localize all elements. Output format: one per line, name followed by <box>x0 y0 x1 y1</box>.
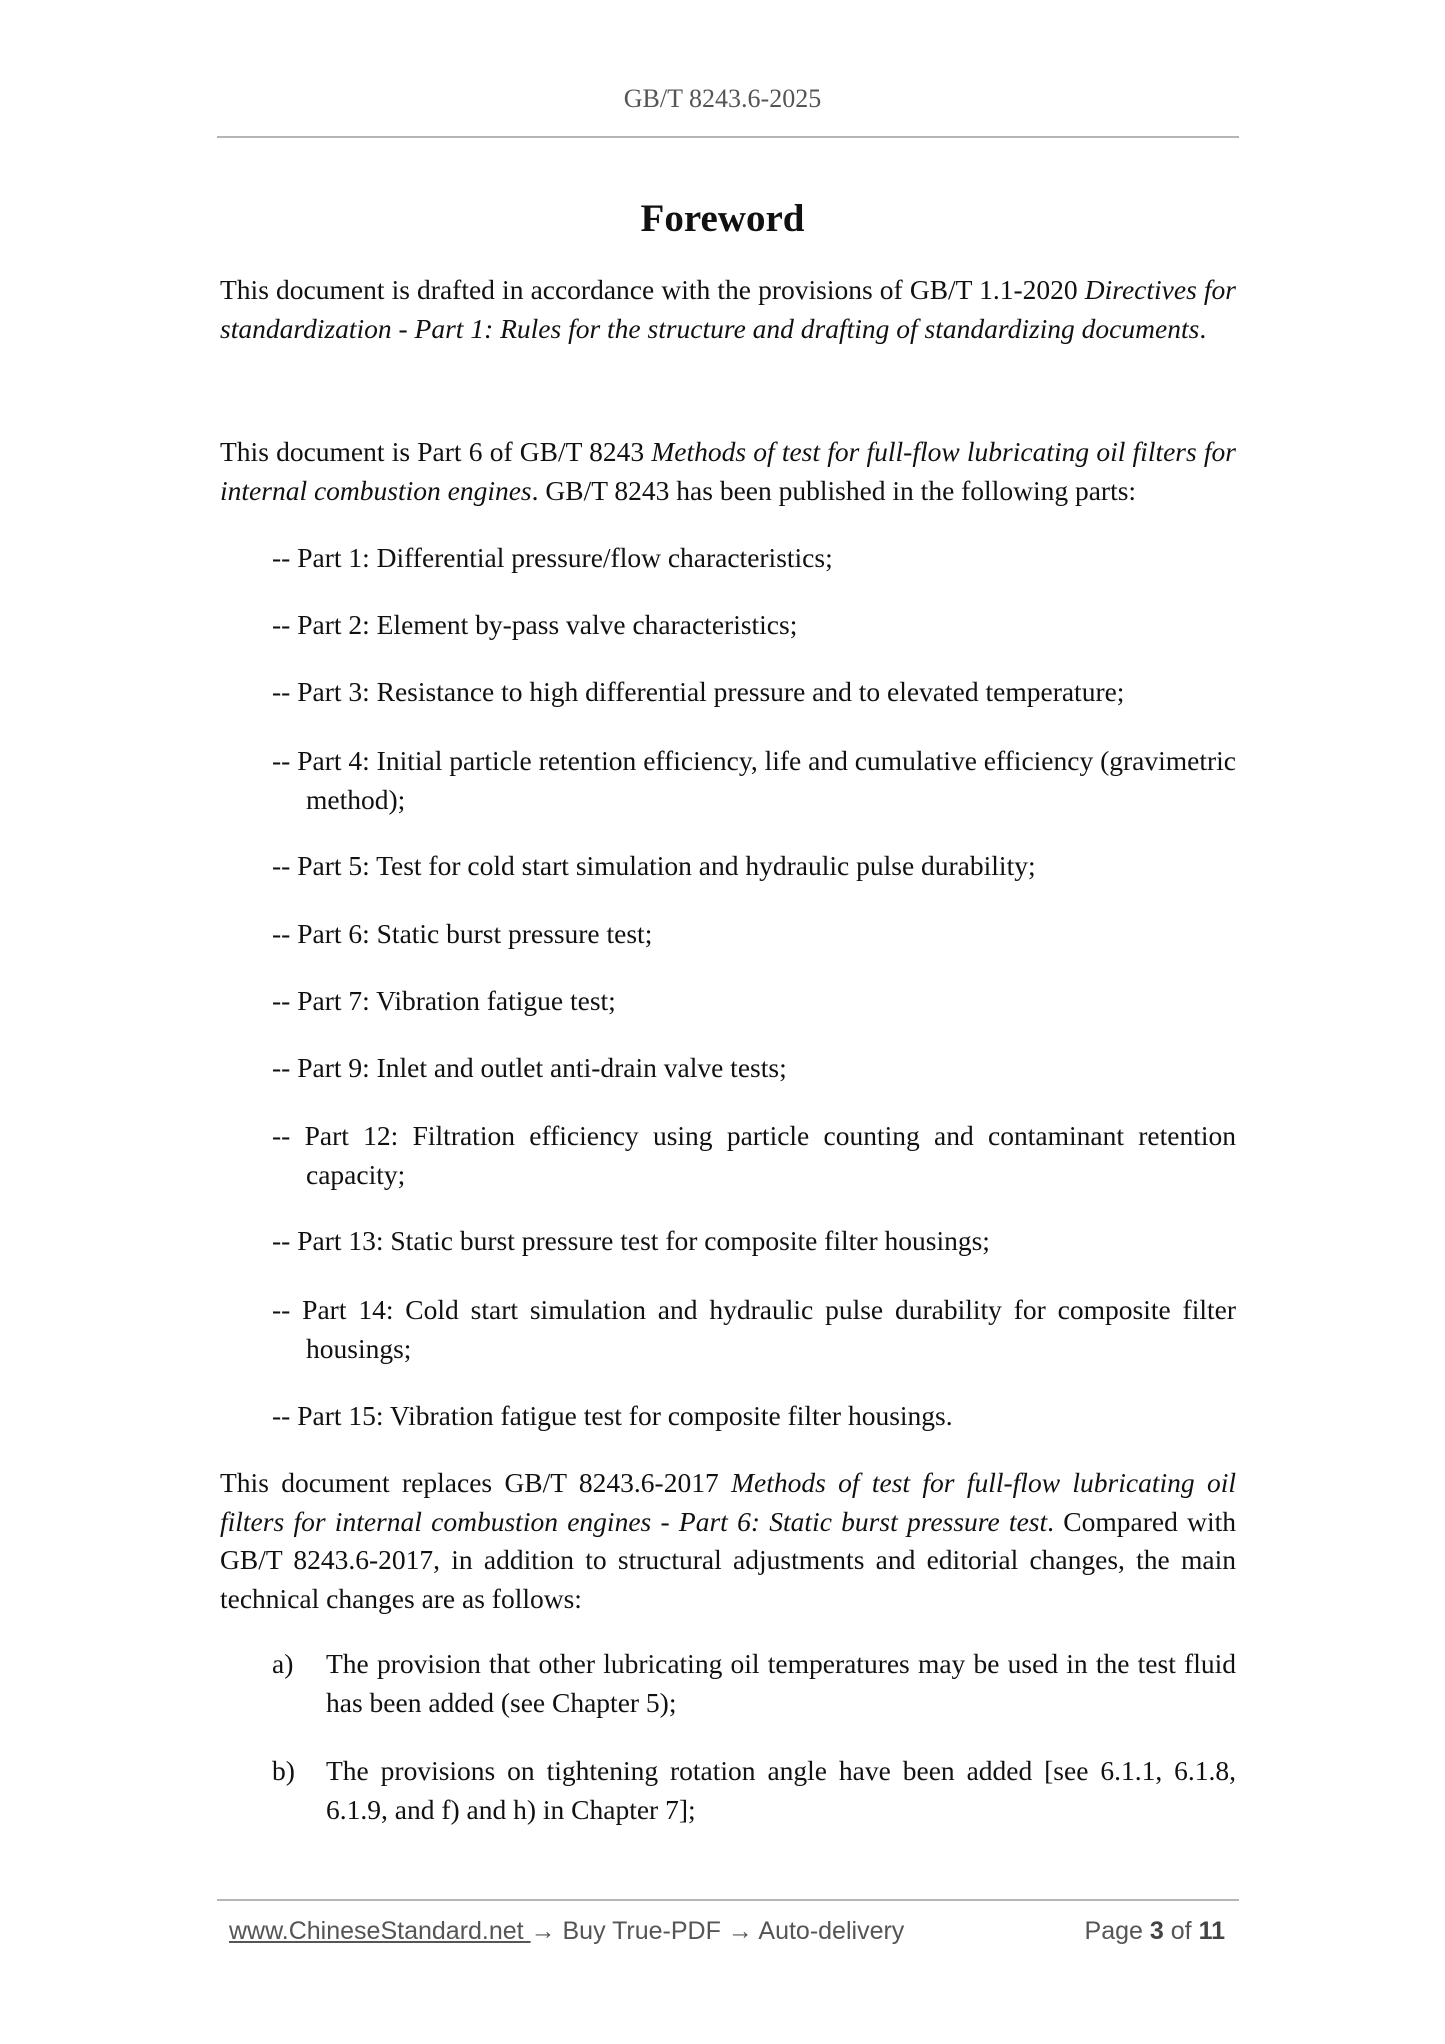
paragraph-parts-intro <box>220 433 1236 510</box>
cited-title: Directives for standardization - Part 1: Rules for the structure and drafting of standardizing documents <box>220 274 1236 344</box>
running-header: GB/T 8243.6-2025 <box>623 84 822 113</box>
list-item: -- Part 1: Differential pressure/flow characteristics; <box>272 542 833 573</box>
buy-text: → Buy True-PDF <box>530 1917 728 1945</box>
item-text: The provisions on tightening rotation angle have been added [see 6.1.1, 6.1.8, 6.1.9, and f) and h) in Chapter 7]; <box>326 1755 1236 1825</box>
page-total: 11 <box>1198 1917 1225 1945</box>
list-item: -- Part 15: Vibration fatigue test for composite filter housings. <box>272 1400 953 1431</box>
list-item: -- Part 2: Element by-pass valve characteristics; <box>272 609 798 640</box>
change-item <box>272 1752 1236 1829</box>
change-item <box>272 1645 1236 1722</box>
header-divider <box>217 136 1239 138</box>
page-indicator <box>1085 1917 1225 1946</box>
list-item: -- Part 4: Initial particle retention efficiency, life and cumulative efficiency (gravimetric method); <box>272 745 1236 815</box>
list-item: -- Part 14: Cold start simulation and hydraulic pulse durability for composite filter housings; <box>272 1294 1236 1364</box>
page-number: 3 <box>1149 1917 1164 1945</box>
list-item: -- Part 12: Filtration efficiency using particle counting and contaminant retention capacity; <box>272 1120 1236 1190</box>
text: This document is drafted in accordance with the provisions of GB/T 1.1-2020 <box>220 274 1085 305</box>
list-item: -- Part 13: Static burst pressure test for composite filter housings; <box>272 1225 990 1256</box>
text: This document is Part 6 of GB/T 8243 <box>220 436 652 467</box>
page-footer <box>229 1917 1225 1946</box>
list-item: -- Part 6: Static burst pressure test; <box>272 918 653 949</box>
item-text: The provision that other lubricating oil temperatures may be used in the test fluid has been added (see Chapter 5); <box>326 1648 1236 1718</box>
text: This document replaces GB/T 8243.6-2017 <box>220 1467 732 1498</box>
paragraph-replacement <box>220 1464 1236 1618</box>
cited-title: Methods of test for full-flow lubricating oil filters for internal combustion engines - Part 6: Static burst pressure test <box>220 1467 1236 1537</box>
list-item: -- Part 5: Test for cold start simulation and hydraulic pulse durability; <box>272 850 1036 881</box>
page-label: Page <box>1084 1917 1143 1945</box>
text: . <box>1199 312 1207 344</box>
item-marker: b) <box>272 1755 295 1786</box>
item-marker: a) <box>272 1648 294 1679</box>
paragraph-drafting <box>220 271 1236 348</box>
list-item: -- Part 9: Inlet and outlet anti-drain valve tests; <box>272 1052 787 1083</box>
page-title: Foreword <box>640 197 805 240</box>
text: . Compared with GB/T 8243.6-2017, in addition to structural adjustments and editorial changes, the main technical changes are as follows: <box>220 1505 1237 1614</box>
of-label: of <box>1170 1917 1192 1945</box>
text: . GB/T 8243 has been published in the following parts: <box>531 474 1137 506</box>
website-link[interactable]: www.ChineseStandard.net <box>229 1917 531 1945</box>
list-item: -- Part 7: Vibration fatigue test; <box>272 985 616 1016</box>
footer-divider <box>217 1899 1239 1901</box>
list-item: -- Part 3: Resistance to high differential pressure and to elevated temperature; <box>272 676 1125 707</box>
delivery-text: → Auto-delivery <box>727 1917 905 1945</box>
cited-title: Methods of test for full-flow lubricating oil filters for internal combustion engines <box>220 436 1236 506</box>
